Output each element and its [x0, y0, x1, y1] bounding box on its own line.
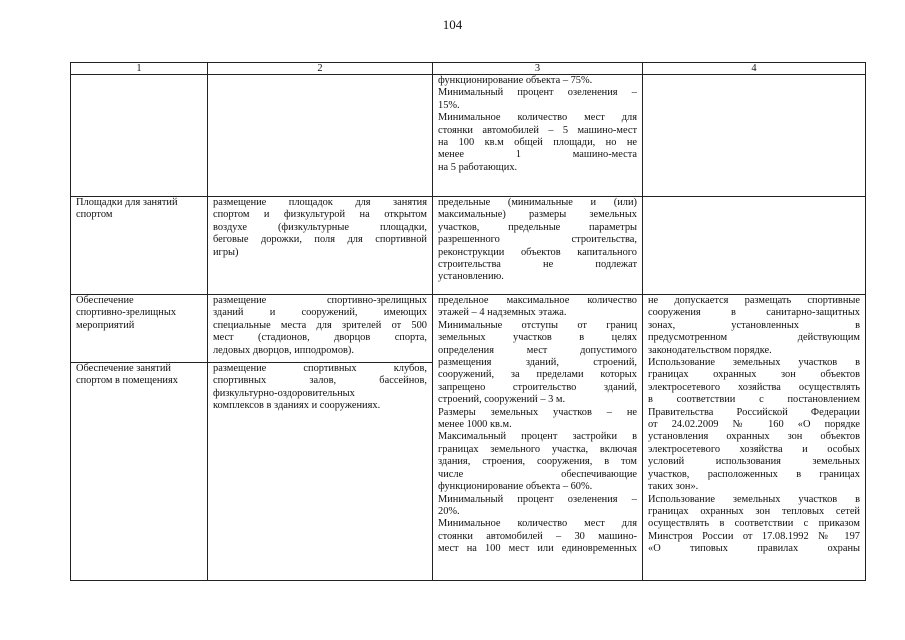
- text-line: «О типовых правилах охраны: [648, 543, 860, 555]
- text-line: Площадки для занятий: [76, 197, 178, 208]
- text-line: в соответствии с постановлением: [648, 394, 860, 406]
- text-line: 20%.: [438, 505, 460, 517]
- column-number-4: 4: [643, 63, 866, 75]
- cell-use-type: [71, 295, 208, 363]
- text-line: менее 1 машино-места: [438, 149, 637, 161]
- cell-empty: [71, 75, 208, 197]
- text-line: менее 1000 кв.м.: [438, 419, 512, 431]
- text-line: функционирование объекта – 60%.: [438, 481, 593, 493]
- text-line: размещение спортивно-зрелищных: [213, 295, 427, 306]
- text-line: таких зон».: [648, 481, 699, 493]
- cell-use-description: [208, 197, 433, 295]
- text-line: Использование земельных участков в: [648, 493, 860, 505]
- text-line: Обеспечение: [76, 295, 134, 306]
- cell-use-description: [208, 295, 433, 363]
- text-line: функционирование объекта – 75%.: [438, 75, 593, 86]
- text-line: спортивно-зрелищных: [76, 307, 177, 319]
- text-line: размещения зданий, строений,: [438, 357, 637, 369]
- text-line: размещение спортивных клубов,: [213, 363, 427, 374]
- cell-empty: [208, 75, 433, 197]
- text-line: зданий и сооружений, имеющих: [213, 307, 427, 319]
- text-line: границах охранных зон объектов: [648, 369, 860, 381]
- text-line: физкультурно-оздоровительных: [213, 387, 355, 399]
- page-number: 104: [442, 17, 463, 32]
- text-line: земельных участков в целях: [438, 332, 637, 344]
- cell-use-type: [71, 197, 208, 295]
- text-line: предельное максимальное количество: [438, 295, 637, 306]
- text-line: Минстроя России от 17.08.1992 № 197: [648, 530, 860, 542]
- text-line: установления охранных зон объектов: [648, 431, 860, 443]
- text-line: предельные (минимальные и (или): [438, 197, 637, 208]
- text-line: границах земельного участка, включая: [438, 443, 637, 455]
- text-line: установлению.: [438, 271, 504, 283]
- text-line: спортивных залов, бассейнов,: [213, 375, 427, 387]
- land-use-regulations-table: [70, 62, 866, 581]
- column-number-2: 2: [208, 63, 433, 75]
- text-line: размещение площадок для занятия: [213, 197, 427, 208]
- text-line: зонах, установленных в: [648, 319, 860, 331]
- text-line: осуществлять в соответствии с приказом: [648, 518, 860, 530]
- cell-empty: [643, 75, 866, 197]
- cell-parameters-merged: [433, 295, 643, 581]
- column-number-row: [71, 63, 866, 75]
- text-line: беговые дорожки, поля для спортивной: [213, 234, 427, 246]
- text-line: спортом и физкультурой на открытом: [213, 209, 427, 221]
- text-line: строений, сооружений – 3 м.: [438, 394, 566, 406]
- text-line: 15%.: [438, 99, 460, 111]
- cell-parameters: [433, 197, 643, 295]
- text-line: строительства не подлежат: [438, 259, 637, 271]
- text-line: предусмотренном действующим: [648, 332, 860, 344]
- cell-parameters-continued: [433, 75, 643, 197]
- text-line: этажей – 4 надземных этажа.: [438, 307, 567, 319]
- text-line: на 100 кв.м общей площади, но не: [438, 137, 637, 149]
- text-line: не допускается размещать спортивные: [648, 295, 860, 306]
- text-line: числе обеспечивающие: [438, 468, 637, 480]
- text-line: законодательством порядке.: [648, 344, 772, 356]
- text-line: Использование земельных участков в: [648, 357, 860, 369]
- text-line: условий использования земельных: [648, 456, 860, 468]
- text-line: ледовых дворцов, ипподромов).: [213, 344, 354, 356]
- text-line: мероприятий: [76, 319, 135, 331]
- cell-use-type: [71, 363, 208, 581]
- text-line: специальные места для зрителей от 500: [213, 319, 427, 331]
- text-line: Правительства Российской Федерации: [648, 406, 860, 418]
- text-line: спортом в помещениях: [76, 375, 178, 387]
- text-line: стоянки автомобилей – 30 машино-: [438, 530, 637, 542]
- cell-restrictions-merged: [643, 295, 866, 581]
- text-line: мест на 100 мест или единовременных: [438, 543, 637, 555]
- text-line: участков, предельные параметры: [438, 221, 637, 233]
- text-line: комплексов в зданиях и сооружениях.: [213, 400, 381, 412]
- text-line: Максимальный процент застройки в: [438, 431, 637, 443]
- text-line: на 5 работающих.: [438, 161, 518, 173]
- table-row-spectator-events: [71, 295, 866, 363]
- text-line: сооружения в санитарно-защитных: [648, 307, 860, 319]
- text-line: мест (стадионов, дворцов спорта,: [213, 332, 427, 344]
- cell-empty: [643, 197, 866, 295]
- text-line: сооружений, за пределами которых: [438, 369, 637, 381]
- text-line: Минимальный процент озеленения –: [438, 493, 637, 505]
- text-line: Обеспечение занятий: [76, 363, 171, 374]
- text-line: Минимальное количество мест для: [438, 112, 637, 124]
- text-line: электросетевого хозяйства осуществлять: [648, 381, 860, 393]
- text-line: электросетевого хозяйства и особых: [648, 443, 860, 455]
- text-line: спортом: [76, 209, 113, 221]
- text-line: запрещено строительство зданий,: [438, 381, 637, 393]
- text-line: Размеры земельных участков – не: [438, 406, 637, 418]
- text-line: Минимальный процент озеленения –: [438, 87, 637, 99]
- text-line: Минимальное количество мест для: [438, 518, 637, 530]
- column-number-1: 1: [71, 63, 208, 75]
- text-line: максимальные) размеры земельных: [438, 209, 637, 221]
- column-number-3: 3: [433, 63, 643, 75]
- text-line: стоянки автомобилей – 5 машино-мест: [438, 124, 637, 136]
- text-line: Минимальные отступы от границ: [438, 319, 637, 331]
- text-line: определения мест допустимого: [438, 344, 637, 356]
- text-line: границах охранных зон тепловых сетей: [648, 505, 860, 517]
- cell-use-description: [208, 363, 433, 581]
- text-line: здания, строения, сооружения, в том: [438, 456, 637, 468]
- table-row-sport-grounds: [71, 197, 866, 295]
- text-line: игры): [213, 246, 239, 258]
- text-line: воздухе (физкультурные площадки,: [213, 221, 427, 233]
- text-line: реконструкции объектов капитального: [438, 246, 637, 258]
- text-line: разрешенного строительства,: [438, 234, 637, 246]
- text-line: от 24.02.2009 № 160 «О порядке: [648, 419, 860, 431]
- text-line: участков, расположенных в границах: [648, 468, 860, 480]
- table-row-continuation: [71, 75, 866, 197]
